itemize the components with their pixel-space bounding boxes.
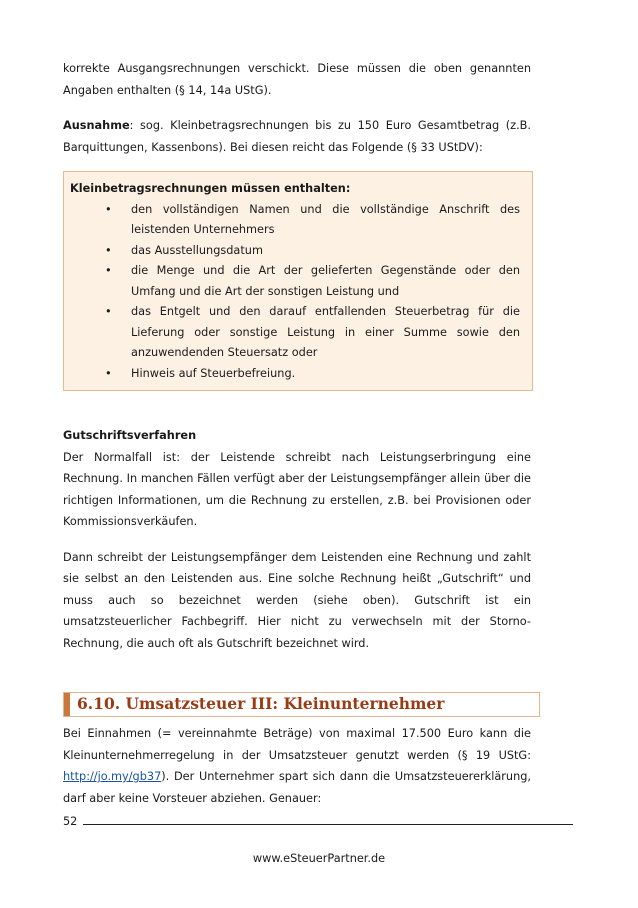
bullet-icon: • [105,366,112,380]
bullet-icon: • [105,243,112,257]
bullet-icon: • [105,305,112,318]
list-item: • das Entgelt und den darauf entfallenden Steuerbetrag für die Lieferung oder sonstige Leistung in einer Summe sowie den anzuwendenden Steuersatz oder [70,302,522,364]
section-heading [63,692,540,717]
small-invoice-box [63,171,533,391]
section-paragraph: Bei Einnahmen (= vereinnahmte Beträge) von maximal 17.500 Euro kann die Kleinunternehmerregelung in der Umsatzsteuer genutzt werden (§ 19 UStG: http://jo.my/gb37). Der Unternehmer spart sich dann die Umsatzsteuererklärung, darf aber keine Vorsteuer abziehen. Genauer: [63,727,531,805]
law-link[interactable]: http://jo.my/gb37 [63,770,162,783]
bullet-icon: • [105,202,112,216]
page-number: 52 [63,815,78,828]
section-accent-bar [64,693,70,716]
intro-paragraph-end [63,80,531,102]
list-item: • das Ausstellungsdatum [70,241,522,262]
exception-paragraph [63,115,531,158]
subheading-gutschrift: Gutschriftsverfahren [63,429,197,442]
page-content [63,58,531,809]
list-item: • Hinweis auf Steuerbefreiung. [70,364,522,385]
requirements-list [70,200,522,385]
intro-line-2: Angaben enthalten (§ 14, 14a UStG). [63,83,272,97]
box-title: Kleinbetragsrechnungen müssen enthalten: [70,182,351,195]
list-item: • den vollständigen Namen und die vollständige Anschrift des leistenden Unternehmers [70,200,522,241]
exception-text: : sog. Kleinbetragsrechnungen bis zu 150 Euro Gesamtbetrag (z.B. Barquittungen, Kassenbons). Bei diesen reicht das Folgende (§ 33 UStDV): [63,119,531,154]
gutschrift-paragraph-2: Dann schreibt der Leistungsempfänger dem Leistenden eine Rechnung und zahlt sie selbst an den Leistenden aus. Eine solche Rechnung heißt „Gutschrift“ und muss auch so bezeichnet werden (siehe oben). Gutschrift ist ein umsatzsteuerlicher Fachbegriff. Hier nicht zu verwechseln mit der Storno-Rechnung, die auch oft als Gutschrift bezeichnet wird. [63,550,531,650]
bullet-icon: • [105,264,112,277]
footer-url: www.eSteuerPartner.de [252,852,386,865]
list-item: • die Menge und die Art der gelieferten Gegenstände oder den Umfang und die Art der sonstigen Leistung und [70,261,522,302]
exception-label: Ausnahme [63,119,130,132]
intro-line-1: korrekte Ausgangsrechnungen verschickt. Diese müssen die oben genannten [63,62,531,75]
intro-paragraph [63,58,531,80]
footer-divider [83,824,573,825]
section-title: 6.10. Umsatzsteuer III: Kleinunternehmer [77,694,445,713]
gutschrift-paragraph-1: Der Normalfall ist: der Leistende schreibt nach Leistungserbringung eine Rechnung. In manchen Fällen verfügt aber der Leistungsempfänger allein über die richtigen Informationen, um die Rechnung zu erstellen, z.B. bei Provisionen oder Kommissionsverkäufen. [63,450,531,528]
